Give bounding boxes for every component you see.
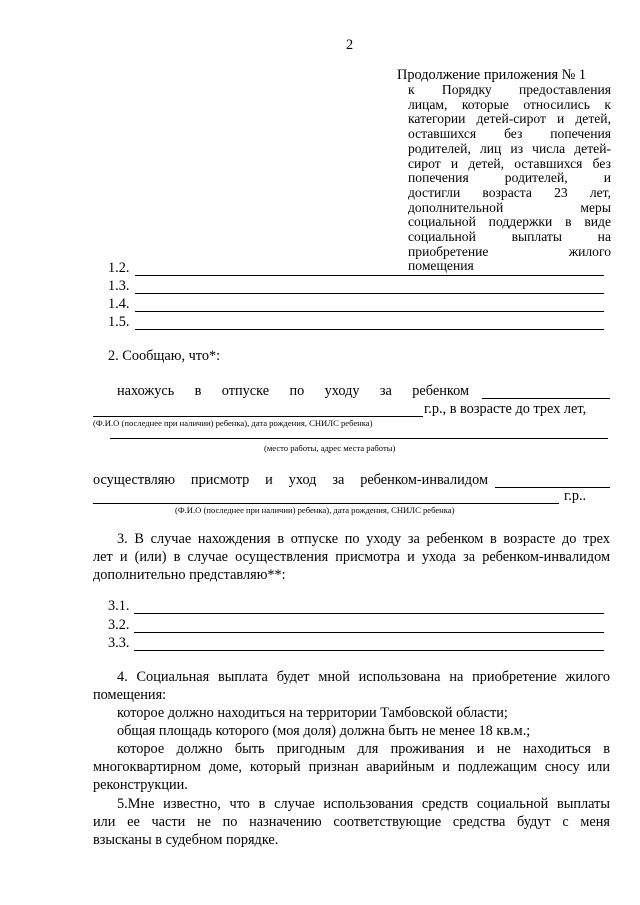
annex-line: приобретение жилого	[408, 243, 611, 259]
fill-in-line[interactable]	[93, 416, 423, 417]
annex-line: достигли возраста 23 лет,	[408, 184, 611, 200]
caption-child-info: (Ф.И.О (последнее при наличии) ребенка), дата рождения, СНИЛС ребенка)	[175, 505, 455, 515]
fill-in-line[interactable]	[135, 329, 604, 330]
caption-child-info: (Ф.И.О (последнее при наличии) ребенка), дата рождения, СНИЛС ребенка)	[93, 418, 373, 428]
section4-text-line: 4. Социальная выплата будет мной использована на приобретение жилого	[117, 669, 610, 685]
annex-line: социальной выплаты на	[408, 229, 611, 245]
section4-text-line: помещения:	[93, 687, 167, 703]
leave-statement: нахожусь в отпуске по уходу за ребенком	[117, 383, 469, 399]
care-suffix: г.р..	[564, 488, 587, 504]
annex-line: попечения родителей, и	[408, 170, 611, 186]
fill-in-line[interactable]	[135, 311, 604, 312]
list-item-label: 1.3.	[108, 278, 130, 294]
list-item-label: 3.3.	[108, 635, 130, 651]
fill-in-line[interactable]	[134, 632, 604, 633]
condition-area: общая площадь которого (моя доля) должна быть не менее 18 кв.м.;	[117, 723, 531, 739]
section5-text-line: 5.Мне известно, что в случае использования средств социальной выплаты	[117, 796, 610, 812]
annex-line: помещения	[408, 258, 474, 274]
list-item-label: 1.2.	[108, 260, 130, 276]
annex-line: родителей, лиц из числа детей-	[408, 140, 611, 156]
section5-text-line: или ее части не по назначению соответствующие средства будут с меня	[93, 814, 610, 830]
annex-line: сирот и детей, оставшихся без	[408, 155, 611, 171]
annex-body	[408, 83, 611, 274]
section2-heading: 2. Сообщаю, что*:	[108, 348, 221, 364]
care-statement: осуществляю присмотр и уход за ребенком-инвалидом	[93, 472, 488, 488]
list-item-label: 3.1.	[108, 598, 130, 614]
list-item-label: 1.5.	[108, 314, 130, 330]
fill-in-line[interactable]	[110, 438, 608, 439]
fill-in-line[interactable]	[134, 613, 604, 614]
condition-habitable: многоквартирном доме, который признан аварийным и подлежащим сносу или	[93, 759, 610, 775]
section3-text-line: 3. В случае нахождения в отпуске по уходу за ребенком в возрасте до трех	[117, 531, 610, 547]
fill-in-line[interactable]	[135, 293, 604, 294]
annex-line: социальной поддержки в виде	[408, 214, 611, 230]
condition-habitable: которое должно быть пригодным для проживания и не находиться в	[117, 741, 610, 757]
fill-in-line[interactable]	[482, 398, 610, 399]
annex-header	[397, 67, 611, 274]
annex-line: дополнительной меры	[408, 199, 611, 215]
annex-title: Продолжение приложения № 1	[397, 67, 587, 83]
annex-line: категории детей-сирот и детей,	[408, 111, 611, 127]
list-item-label: 1.4.	[108, 296, 130, 312]
leave-suffix: г.р., в возрасте до трех лет,	[424, 401, 587, 417]
section5-text-line: взысканы в судебном порядке.	[93, 832, 279, 848]
fill-in-line[interactable]	[135, 275, 604, 276]
fill-in-line[interactable]	[495, 487, 610, 488]
annex-line: оставшихся без попечения	[408, 126, 611, 142]
condition-territory: которое должно находиться на территории Тамбовской области;	[117, 705, 508, 721]
fill-in-line[interactable]	[134, 650, 604, 651]
condition-habitable: реконструкции.	[93, 777, 188, 793]
fill-in-line[interactable]	[93, 503, 559, 504]
annex-line: лицам, которые относились к	[408, 96, 611, 112]
page-number: 2	[346, 37, 354, 53]
section3-text-line: лет и (или) в случае осуществления присмотра и ухода за ребенком-инвалидом	[93, 549, 610, 565]
annex-line: к Порядку предоставления	[408, 82, 611, 97]
caption-work-info: (место работы, адрес места работы)	[264, 443, 396, 453]
list-item-label: 3.2.	[108, 617, 130, 633]
section3-text-line: дополнительно представляю**:	[93, 567, 286, 583]
